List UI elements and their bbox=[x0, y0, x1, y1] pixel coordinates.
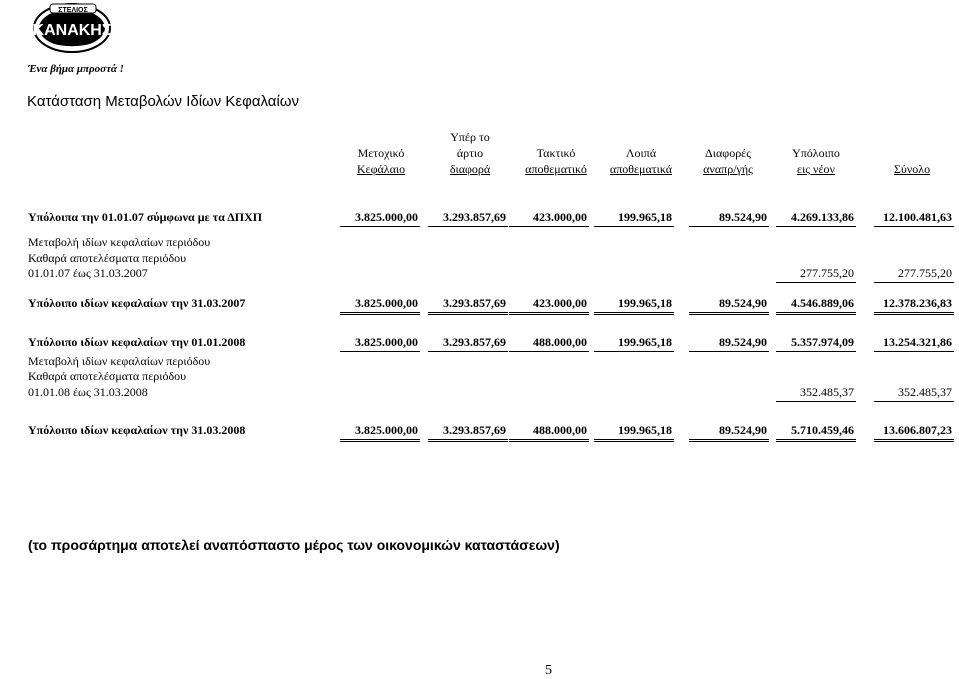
table-cell: 423.000,00 bbox=[533, 210, 587, 224]
logo-main-text: ΚΑΝΑΚΗΣ bbox=[32, 22, 112, 39]
column-header-line: διαφορά bbox=[449, 162, 491, 176]
cell-underline bbox=[594, 226, 674, 227]
table-cell: 488.000,00 bbox=[533, 423, 587, 437]
row-label: Υπόλοιπα την 01.01.07 σύμφωνα με τα ΔΠΧΠ bbox=[28, 210, 263, 224]
column-header-line: Σύνολο bbox=[893, 162, 931, 176]
cell-underline bbox=[689, 439, 769, 440]
cell-underline bbox=[689, 312, 769, 313]
page-title: Κατάσταση Μεταβολών Ιδίων Κεφαλαίων bbox=[27, 93, 299, 110]
cell-underline bbox=[594, 314, 674, 315]
cell-underline bbox=[594, 312, 674, 313]
row-label: Υπόλοιπο ιδίων κεφαλαίων την 31.03.2008 bbox=[28, 423, 246, 437]
column-header-line: Τακτικό bbox=[536, 146, 576, 160]
row-label: 01.01.08 έως 31.03.2008 bbox=[28, 385, 148, 399]
row-label: Καθαρά αποτελέσματα περιόδου bbox=[28, 369, 187, 383]
footer-note: (το προσάρτημα αποτελεί αναπόσπαστο μέρος των οικονομικών καταστάσεων) bbox=[28, 537, 560, 553]
cell-underline bbox=[776, 401, 856, 402]
cell-underline bbox=[594, 351, 674, 352]
cell-underline bbox=[509, 312, 589, 313]
cell-underline bbox=[340, 314, 420, 315]
cell-underline bbox=[340, 441, 420, 442]
column-header-line: Μετοχικό bbox=[357, 146, 405, 160]
cell-underline bbox=[509, 351, 589, 352]
table-cell: 89.524,90 bbox=[719, 335, 767, 349]
cell-underline bbox=[776, 439, 856, 440]
table-cell: 13.606.807,23 bbox=[883, 423, 952, 437]
cell-underline bbox=[689, 226, 769, 227]
cell-underline bbox=[340, 312, 420, 313]
table-cell: 4.269.133,86 bbox=[791, 210, 854, 224]
table-cell: 423.000,00 bbox=[533, 296, 587, 310]
row-label: Καθαρά αποτελέσματα περιόδου bbox=[28, 251, 187, 265]
table-cell: 5.357.974,09 bbox=[791, 335, 854, 349]
table-cell: 13.254.321,86 bbox=[883, 335, 952, 349]
table-cell: 3.825.000,00 bbox=[355, 296, 418, 310]
column-header-line: άρτιο bbox=[456, 146, 484, 160]
table-cell: 3.293.857,69 bbox=[443, 210, 506, 224]
table-cell: 199.965,18 bbox=[618, 335, 672, 349]
table-cell: 277.755,20 bbox=[800, 266, 854, 280]
cell-underline bbox=[776, 282, 856, 283]
table-cell: 352.485,37 bbox=[898, 385, 952, 399]
cell-underline bbox=[428, 441, 508, 442]
cell-underline bbox=[428, 351, 508, 352]
cell-underline bbox=[689, 441, 769, 442]
cell-underline bbox=[509, 314, 589, 315]
cell-underline bbox=[874, 282, 954, 283]
table-cell: 199.965,18 bbox=[618, 296, 672, 310]
table-cell: 3.293.857,69 bbox=[443, 335, 506, 349]
cell-underline bbox=[428, 226, 508, 227]
logo-slogan: Ένα βήμα μπροστά ! bbox=[28, 63, 124, 75]
column-header bbox=[420, 129, 520, 177]
cell-underline bbox=[874, 226, 954, 227]
cell-underline bbox=[509, 439, 589, 440]
cell-underline bbox=[428, 314, 508, 315]
cell-underline bbox=[874, 439, 954, 440]
table-cell: 199.965,18 bbox=[618, 210, 672, 224]
page-number: 5 bbox=[545, 663, 552, 678]
table-cell: 277.755,20 bbox=[898, 266, 952, 280]
column-header-line: εις νέον bbox=[797, 162, 835, 176]
cell-underline bbox=[776, 441, 856, 442]
cell-underline bbox=[340, 351, 420, 352]
cell-underline bbox=[594, 441, 674, 442]
logo-top-text: ΣΤΕΛΙΟΣ bbox=[58, 7, 88, 14]
table-cell: 89.524,90 bbox=[719, 423, 767, 437]
cell-underline bbox=[776, 312, 856, 313]
column-header bbox=[862, 161, 959, 177]
row-label: Υπόλοιπο ιδίων κεφαλαίων την 01.01.2008 bbox=[28, 335, 246, 349]
cell-underline bbox=[776, 226, 856, 227]
cell-underline bbox=[874, 351, 954, 352]
column-header bbox=[591, 145, 691, 177]
column-header-line: αναπρ/γής bbox=[703, 162, 753, 176]
table-cell: 3.825.000,00 bbox=[355, 335, 418, 349]
table-cell: 3.293.857,69 bbox=[443, 296, 506, 310]
table-cell: 12.100.481,63 bbox=[883, 210, 952, 224]
table-cell: 199.965,18 bbox=[618, 423, 672, 437]
cell-underline bbox=[509, 441, 589, 442]
column-header bbox=[678, 145, 778, 177]
cell-underline bbox=[776, 314, 856, 315]
cell-underline bbox=[340, 439, 420, 440]
table-cell: 89.524,90 bbox=[719, 210, 767, 224]
cell-underline bbox=[428, 439, 508, 440]
column-header-line: Υπέρ το bbox=[450, 130, 490, 144]
row-label: 01.01.07 έως 31.03.2007 bbox=[28, 266, 148, 280]
row-label: Μεταβολή ιδίων κεφαλαίων περιόδου bbox=[28, 354, 211, 368]
column-header-line: Διαφορές bbox=[705, 146, 751, 160]
column-header-line: Κεφάλαιο bbox=[356, 162, 406, 176]
column-header bbox=[331, 145, 431, 177]
column-header-line: αποθεματικό bbox=[525, 162, 587, 176]
table-cell: 12.378.236,83 bbox=[883, 296, 952, 310]
table-cell: 3.825.000,00 bbox=[355, 423, 418, 437]
table-cell: 89.524,90 bbox=[719, 296, 767, 310]
column-header bbox=[766, 145, 866, 177]
table-cell: 352.485,37 bbox=[800, 385, 854, 399]
column-header-line: Υπόλοιπο bbox=[792, 146, 840, 160]
cell-underline bbox=[874, 401, 954, 402]
table-cell: 488.000,00 bbox=[533, 335, 587, 349]
row-label: Υπόλοιπο ιδίων κεφαλαίων την 31.03.2007 bbox=[28, 296, 246, 310]
table-cell: 3.293.857,69 bbox=[443, 423, 506, 437]
cell-underline bbox=[874, 312, 954, 313]
column-header-line: Λοιπά bbox=[625, 146, 657, 160]
cell-underline bbox=[340, 226, 420, 227]
cell-underline bbox=[874, 441, 954, 442]
cell-underline bbox=[594, 439, 674, 440]
cell-underline bbox=[428, 312, 508, 313]
cell-underline bbox=[689, 351, 769, 352]
table-cell: 5.710.459,46 bbox=[791, 423, 854, 437]
row-label: Μεταβολή ιδίων κεφαλαίων περιόδου bbox=[28, 235, 211, 249]
table-cell: 4.546.889,06 bbox=[791, 296, 854, 310]
cell-underline bbox=[874, 314, 954, 315]
cell-underline bbox=[776, 351, 856, 352]
cell-underline bbox=[509, 226, 589, 227]
table-cell: 3.825.000,00 bbox=[355, 210, 418, 224]
cell-underline bbox=[689, 314, 769, 315]
column-header-line: αποθεματικά bbox=[609, 162, 673, 176]
company-logo bbox=[26, 2, 126, 78]
